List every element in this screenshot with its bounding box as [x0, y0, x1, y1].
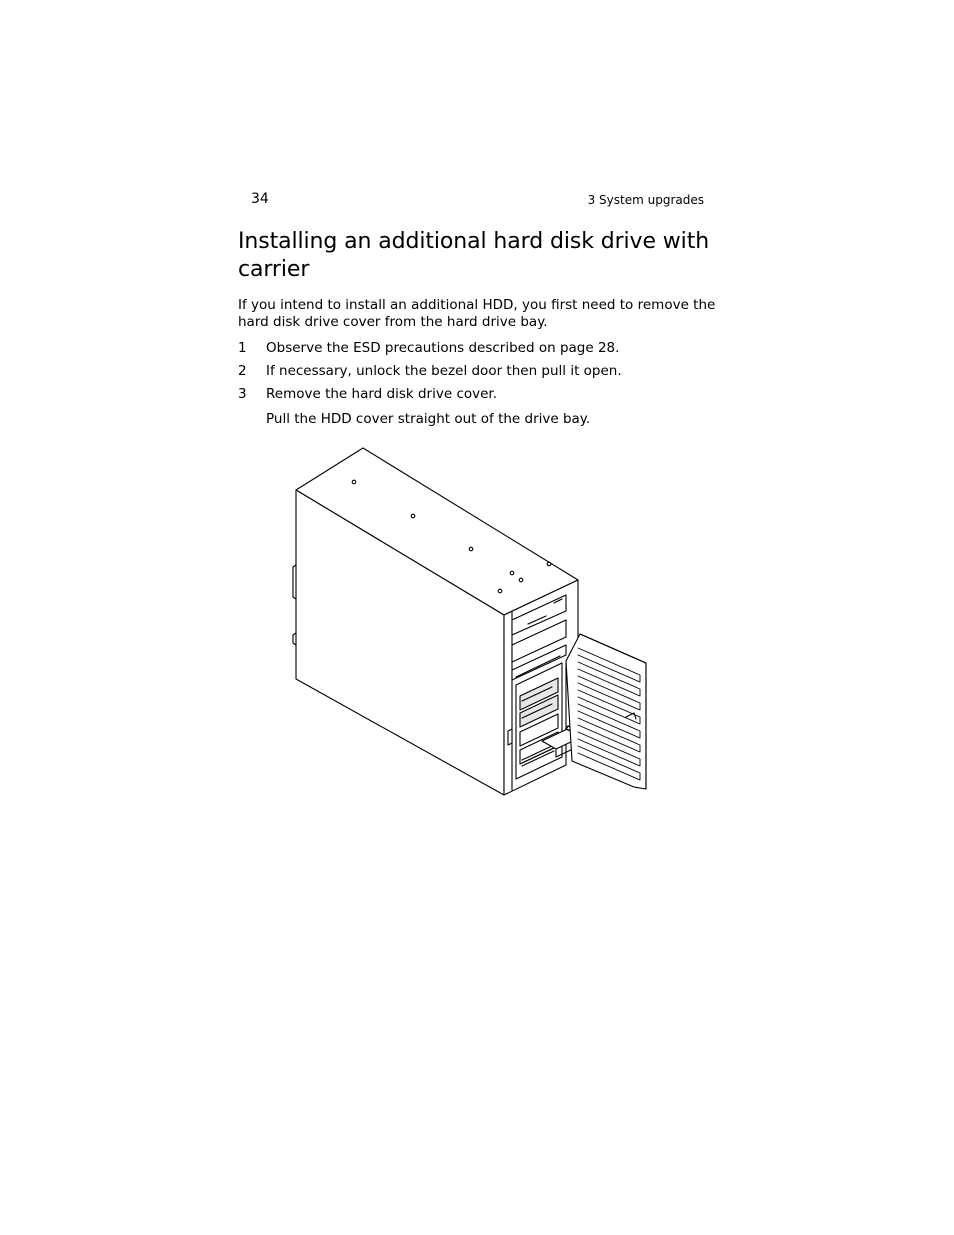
page-number: 34 — [251, 191, 269, 207]
intro-paragraph: If you intend to install an additional HDD, you first need to remove the hard disk drive cover from the hard drive bay. — [238, 297, 716, 330]
step-3-note: Pull the HDD cover straight out of the drive bay. — [266, 411, 591, 427]
step-3 — [238, 386, 497, 403]
step-2 — [238, 363, 622, 380]
step-text: Remove the hard disk drive cover. — [266, 386, 498, 402]
step-number: 1 — [238, 340, 247, 356]
step-text: If necessary, unlock the bezel door then pull it open. — [266, 363, 622, 379]
step-number: 2 — [238, 363, 247, 379]
step-number: 3 — [238, 386, 247, 402]
step-1 — [238, 340, 619, 357]
server-tower-illustration — [290, 445, 652, 804]
section-title: Installing an additional hard disk drive with carrier — [238, 229, 710, 282]
step-text: Observe the ESD precautions described on page 28. — [266, 340, 620, 356]
running-head: 3 System upgrades — [587, 193, 704, 207]
